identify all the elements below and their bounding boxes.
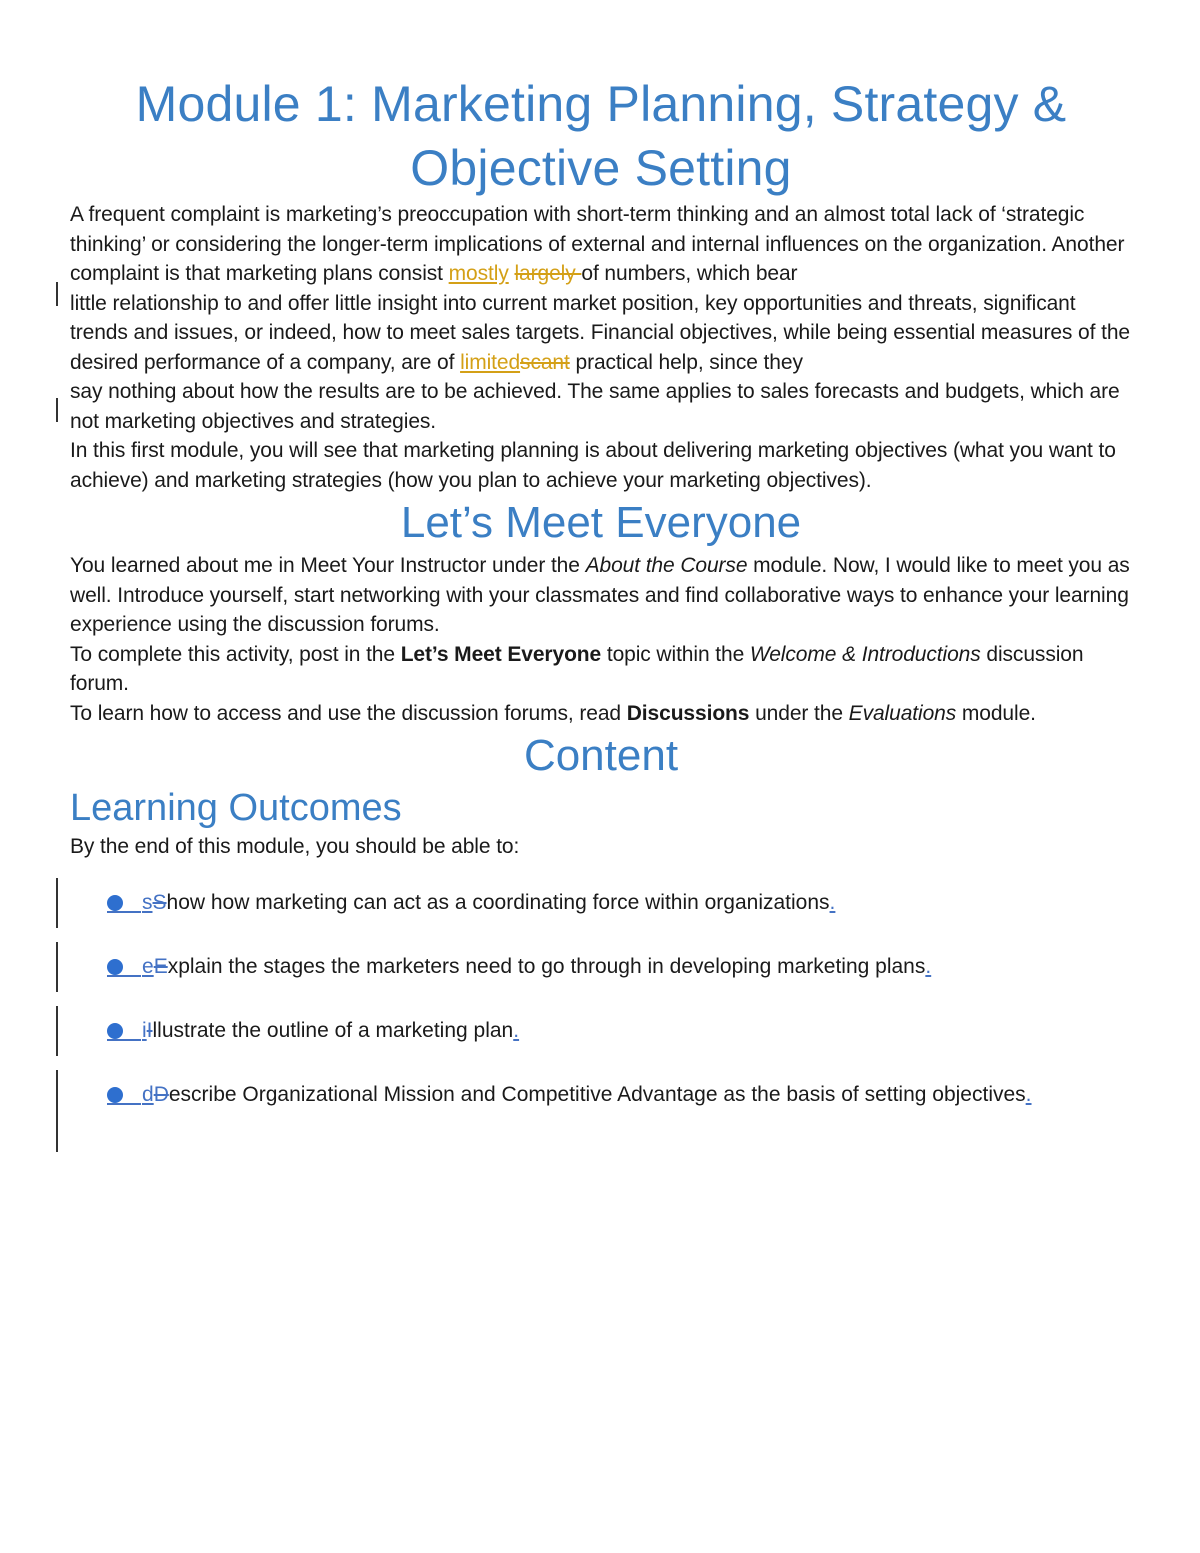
meet-paragraph-3 bbox=[70, 699, 1132, 729]
text-run: discussion forum. bbox=[70, 642, 1084, 695]
learning-outcomes-list bbox=[70, 884, 1132, 1114]
text-run: topic within the bbox=[601, 642, 750, 666]
tracked-insertion: . bbox=[1025, 1082, 1032, 1106]
text-run: xplain the stages the marketers need to go through in developing marketing plans bbox=[167, 954, 926, 978]
tracked-insertion: . bbox=[829, 890, 836, 914]
tracked-deletion: S bbox=[152, 890, 167, 914]
text-run: say nothing about how the results are to be achieved. The same applies to sales forecasts and budgets, which are not marketing objectives and strategies. bbox=[70, 380, 1120, 433]
tracked-insertion: e bbox=[142, 954, 154, 978]
tracked-insertion: i bbox=[142, 1018, 147, 1042]
bold-text: Discussions bbox=[626, 701, 750, 725]
meet-paragraph-1 bbox=[70, 551, 1132, 640]
emphasis: About the Course bbox=[585, 554, 748, 577]
change-bar bbox=[56, 398, 58, 422]
text-run: To complete this activity, post in the bbox=[70, 642, 401, 666]
heading-learning-outcomes: Learning Outcomes bbox=[70, 787, 402, 829]
change-bar bbox=[56, 1006, 58, 1056]
document-page bbox=[70, 72, 1132, 1140]
text-run: module. Now, I would like to meet you as well. Introduce yourself, start networking with your classmates and find collaborative ways to enhance your learning experience using the discussion forums. bbox=[70, 554, 1130, 636]
bullet-icon bbox=[107, 959, 123, 975]
emphasis: Welcome & Introductions bbox=[749, 642, 981, 666]
learning-outcomes-intro: By the end of this module, you should be able to: bbox=[70, 835, 520, 858]
bullet-underline bbox=[107, 911, 141, 913]
bullet-underline bbox=[107, 1103, 141, 1105]
change-bar bbox=[56, 942, 58, 992]
text-run: of numbers, which bear bbox=[581, 262, 798, 285]
bullet-underline bbox=[107, 1039, 141, 1041]
text-run: You learned about me in Meet Your Instructor under the bbox=[70, 554, 586, 577]
intro-paragraph-2: In this first module, you will see that marketing planning is about delivering marketing objectives (what you want to achieve) and marketing strategies (how you plan to achieve your marketing objectives). bbox=[70, 439, 1116, 492]
change-bar bbox=[56, 282, 58, 306]
text-run: practical help, since they bbox=[569, 350, 803, 374]
text-run: escribe Organizational Mission and Competitive Advantage as the basis of setting objectives bbox=[168, 1082, 1026, 1106]
emphasis: Evaluations bbox=[848, 701, 957, 725]
tracked-insertion: limited bbox=[460, 350, 521, 374]
tracked-deletion: I bbox=[146, 1018, 153, 1042]
list-item bbox=[70, 948, 1132, 986]
change-bar bbox=[56, 878, 58, 928]
change-bar bbox=[56, 1070, 58, 1152]
tracked-deletion: E bbox=[153, 954, 168, 978]
list-item bbox=[70, 1012, 1132, 1050]
text-run: module. bbox=[956, 701, 1036, 725]
heading-lets-meet-everyone: Let’s Meet Everyone bbox=[400, 498, 802, 547]
list-item bbox=[70, 884, 1132, 922]
bullet-icon bbox=[107, 895, 123, 911]
bullet-icon bbox=[107, 1087, 123, 1103]
meet-paragraph-2 bbox=[70, 640, 1132, 699]
bullet-icon bbox=[107, 1023, 123, 1039]
tracked-insertion: d bbox=[142, 1082, 154, 1106]
tracked-deletion: largely bbox=[514, 262, 582, 285]
bullet-underline bbox=[107, 975, 141, 977]
tracked-insertion: s bbox=[142, 890, 153, 914]
tracked-insertion: . bbox=[513, 1018, 520, 1042]
bold-text: Let’s Meet Everyone bbox=[400, 642, 602, 666]
list-item bbox=[70, 1076, 1132, 1114]
tracked-deletion: scant bbox=[520, 350, 570, 374]
tracked-insertion: . bbox=[925, 954, 932, 978]
tracked-deletion: D bbox=[153, 1082, 169, 1106]
text-run: A frequent complaint is marketing’s preoccupation with short-term thinking and an almost total lack of ‘strategic thinking’ or considering the longer-term implications of external and internal influences on the organization. Another complaint is that marketing plans consist bbox=[70, 203, 1125, 285]
tracked-insertion: mostly bbox=[448, 262, 509, 285]
text-run: To learn how to access and use the discussion forums, read bbox=[70, 701, 627, 725]
intro-paragraph-1 bbox=[70, 200, 1132, 436]
page-title: Module 1: Marketing Planning, Strategy & Objective Setting bbox=[135, 76, 1067, 196]
text-run: under the bbox=[749, 701, 849, 725]
text-run: little relationship to and offer little insight into current market position, key opportunities and threats, significant trends and issues, or indeed, how to meet sales targets. Financial objectives, while being essential measures of the desired performance of a company, are of bbox=[70, 291, 1130, 374]
text-run: how how marketing can act as a coordinating force within organizations bbox=[166, 890, 830, 914]
heading-content: Content bbox=[523, 731, 679, 780]
text-run: llustrate the outline of a marketing plan bbox=[152, 1018, 514, 1042]
